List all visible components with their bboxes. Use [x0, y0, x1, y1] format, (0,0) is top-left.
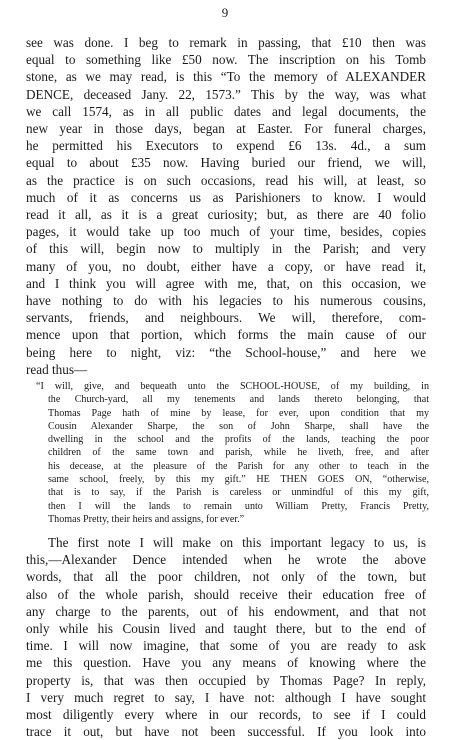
text-line: many of you, no doubt, either have a copy, or have read it, [26, 258, 426, 274]
text-line: stone, as we may read, is this “To the memory of ALEXANDER [26, 69, 426, 85]
text-line: have nothing to do with his legacies to his numerous cousins, [26, 293, 426, 309]
text-line: he permitted his Executors to expend £6 13s. 4d., a sum [26, 138, 426, 154]
text-line: mence upon that portion, which forms the main cause of our [26, 327, 426, 343]
text-line: as the practice is on such occasions, read his will, at least, so [26, 172, 426, 188]
text-line: being here to night, viz: “the School-house,” and here we [26, 344, 426, 360]
quote-line: Thomas Page hath of mine by lease, for ever, upon condition that my [48, 407, 429, 419]
quote-line: then I will the lands to remain unto William Pretty, Francis Pretty, [48, 500, 429, 512]
page-number: 9 [221, 5, 229, 20]
text-line: any charge to the parents, out of his endowment, and that not [26, 603, 426, 619]
text-line: The first note I will make on this important legacy to us, is [48, 535, 426, 550]
text-line: me this question. Have you any means of knowing where the [26, 655, 426, 671]
text-line: only while his Cousin lived and taught there, but to the end of [26, 621, 426, 637]
text-line: pages, it would take up too much of your time, besides, copies [26, 224, 426, 240]
text-line: read it all, as it is a great curiosity; but, as there are 40 folio [26, 207, 426, 223]
text-line: also of the whole parish, should receive their education free of [26, 586, 426, 602]
quote-line: children of the same town and parish, while he liveth, free, and after [48, 447, 429, 459]
text-line: equal to about £35 now. Having buried our friend, we will, [26, 155, 426, 171]
text-line: servants, friends, and neighbours. We will, therefore, com- [26, 310, 426, 326]
text-line: this,—Alexander Dence intended when he wrote the above [26, 552, 426, 568]
text-line: see was done. I beg to remark in passing, that £10 then was [26, 35, 426, 50]
quote-line: Cousin Alexander Sharpe, the son of John Sharpe, shall have the [48, 420, 429, 432]
text-line: words, that all the poor children, not only of the town, but [26, 569, 426, 585]
text-line: much of it as concerns us as Parishioners to know. I would [26, 189, 426, 205]
text-line: most diligently every where in our records, to see if I could [26, 707, 426, 723]
text-line: time. I will now imagine, that some of you are ready to ask [26, 638, 426, 654]
quote-line: the Church-yard, all my tenements and lands thereto belonging, that [48, 394, 429, 406]
text-line: and I think you will agree with me, that, on this occasion, we [26, 275, 426, 291]
text-line: equal to something like £50 now. The inscription on his Tomb [26, 52, 426, 68]
quote-line: Thomas Pretty, their heirs and assigns, for ever.” [48, 513, 245, 525]
will-quotation [36, 380, 429, 526]
quote-line: same school, freely, by this my gift.” HE THEN GOES ON, “otherwise, [48, 474, 429, 486]
text-line: property is, that was then occupied by Thomas Page? In reply, [26, 672, 426, 688]
quote-line: his decease, at the pleasure of the Parish for any other to teach in the [48, 460, 429, 472]
quote-line: dwelling in the school and the profits of the lands, teaching the poor [48, 434, 429, 446]
text-line: new year in those days, began at Easter. For funeral charges, [26, 121, 426, 137]
quote-line: “I will, give, and bequeath unto the SCHOOL-HOUSE, of my building, in [36, 381, 429, 392]
text-line: of this will, begin now to multiply in the Parish; and very [26, 241, 426, 257]
text-line: I very much regret to say, I have not: although I have sought [26, 689, 426, 705]
paragraph-1 [26, 34, 426, 378]
text-line: trace it out, but have not been successful. If you look into [26, 724, 426, 740]
text-line: read thus— [26, 361, 88, 377]
paragraph-2 [26, 534, 426, 740]
text-line: DENCE, deceased Jany. 22, 1573.” This by the way, was what [26, 86, 426, 102]
text-line: we call 1574, as in all public dates and legal documents, the [26, 103, 426, 119]
quote-line: that is to say, if the Parish is careless or unmindful of this my gift, [48, 487, 429, 499]
